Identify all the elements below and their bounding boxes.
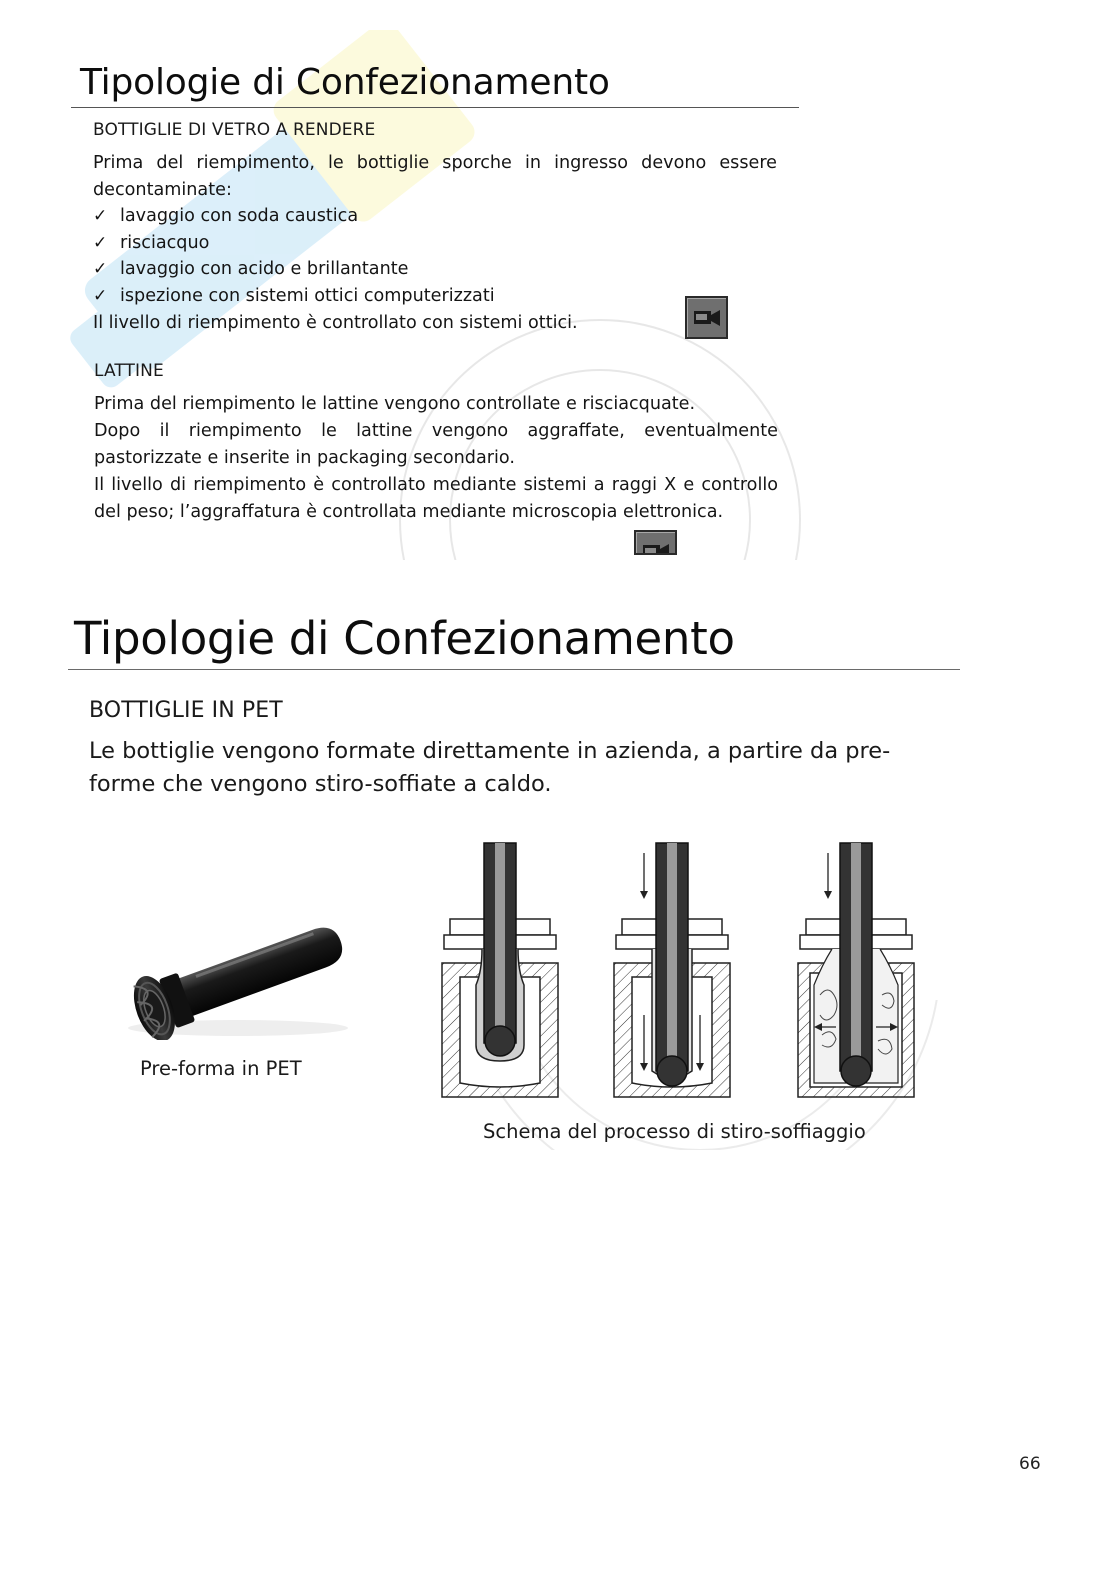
section-label-lattine: LATTINE [94,361,164,381]
section-label-vetro: BOTTIGLIE DI VETRO A RENDERE [93,120,376,140]
checkmark-icon: ✓ [93,285,108,306]
section-label-pet: BOTTIGLIE IN PET [89,698,283,723]
list-item-text: risciacquo [120,232,210,253]
schematic-stage-2 [614,843,730,1097]
video-camera-button-2[interactable] [634,530,677,555]
video-camera-icon [693,309,721,327]
list-item-text: lavaggio con soda caustica [120,206,359,226]
preform-caption: Pre-forma in PET [140,1057,302,1080]
stretch-blow-molding-schematic [436,835,922,1105]
vetro-livello-text: Il livello di riempimento è controllato con sistemi ottici. [93,313,578,333]
list-item [93,203,495,230]
slide2-title-rule [68,669,960,670]
schema-caption: Schema del processo di stiro-soffiaggio [483,1120,866,1143]
list-item [93,256,495,283]
list-item-text: ispezione con sistemi ottici computerizzati [120,285,495,306]
lattine-text-2: Dopo il riempimento le lattine vengono aggraffate, eventualmente pastorizzate e inserite in packaging secondario. [94,421,778,468]
slide1-title: Tipologie di Confezionamento [80,62,610,103]
slide1-title-rule [71,107,799,108]
lattine-text-1: Prima del riempimento le lattine vengono controllate e risciacquate. [94,394,696,414]
list-item [93,230,495,257]
video-camera-icon [642,543,670,555]
checkmark-icon: ✓ [93,232,108,253]
page-number: 66 [1019,1454,1041,1474]
video-camera-button[interactable] [685,296,728,339]
decontamination-checklist [93,203,495,309]
list-item [93,283,495,310]
list-item-text: lavaggio con acido e brillantante [120,259,409,280]
schematic-stage-1 [442,843,558,1097]
lattine-text-3: Il livello di riempimento è controllato mediante sistemi a raggi X e controllo del peso; l’aggraffatura è controllata mediante microscopia elettronica. [94,475,778,522]
slide2-title: Tipologie di Confezionamento [74,612,735,665]
pet-description-text: Le bottiglie vengono formate direttamente in azienda, a partire da pre-forme che vengono stiro-soffiate a caldo. [89,738,891,797]
vetro-intro-text: Prima del riempimento, le bottiglie sporche in ingresso devono essere decontaminate: [93,153,777,200]
pet-preform-image [118,900,358,1040]
checkmark-icon: ✓ [93,259,108,280]
schematic-stage-3 [798,843,914,1097]
checkmark-icon: ✓ [93,206,108,226]
